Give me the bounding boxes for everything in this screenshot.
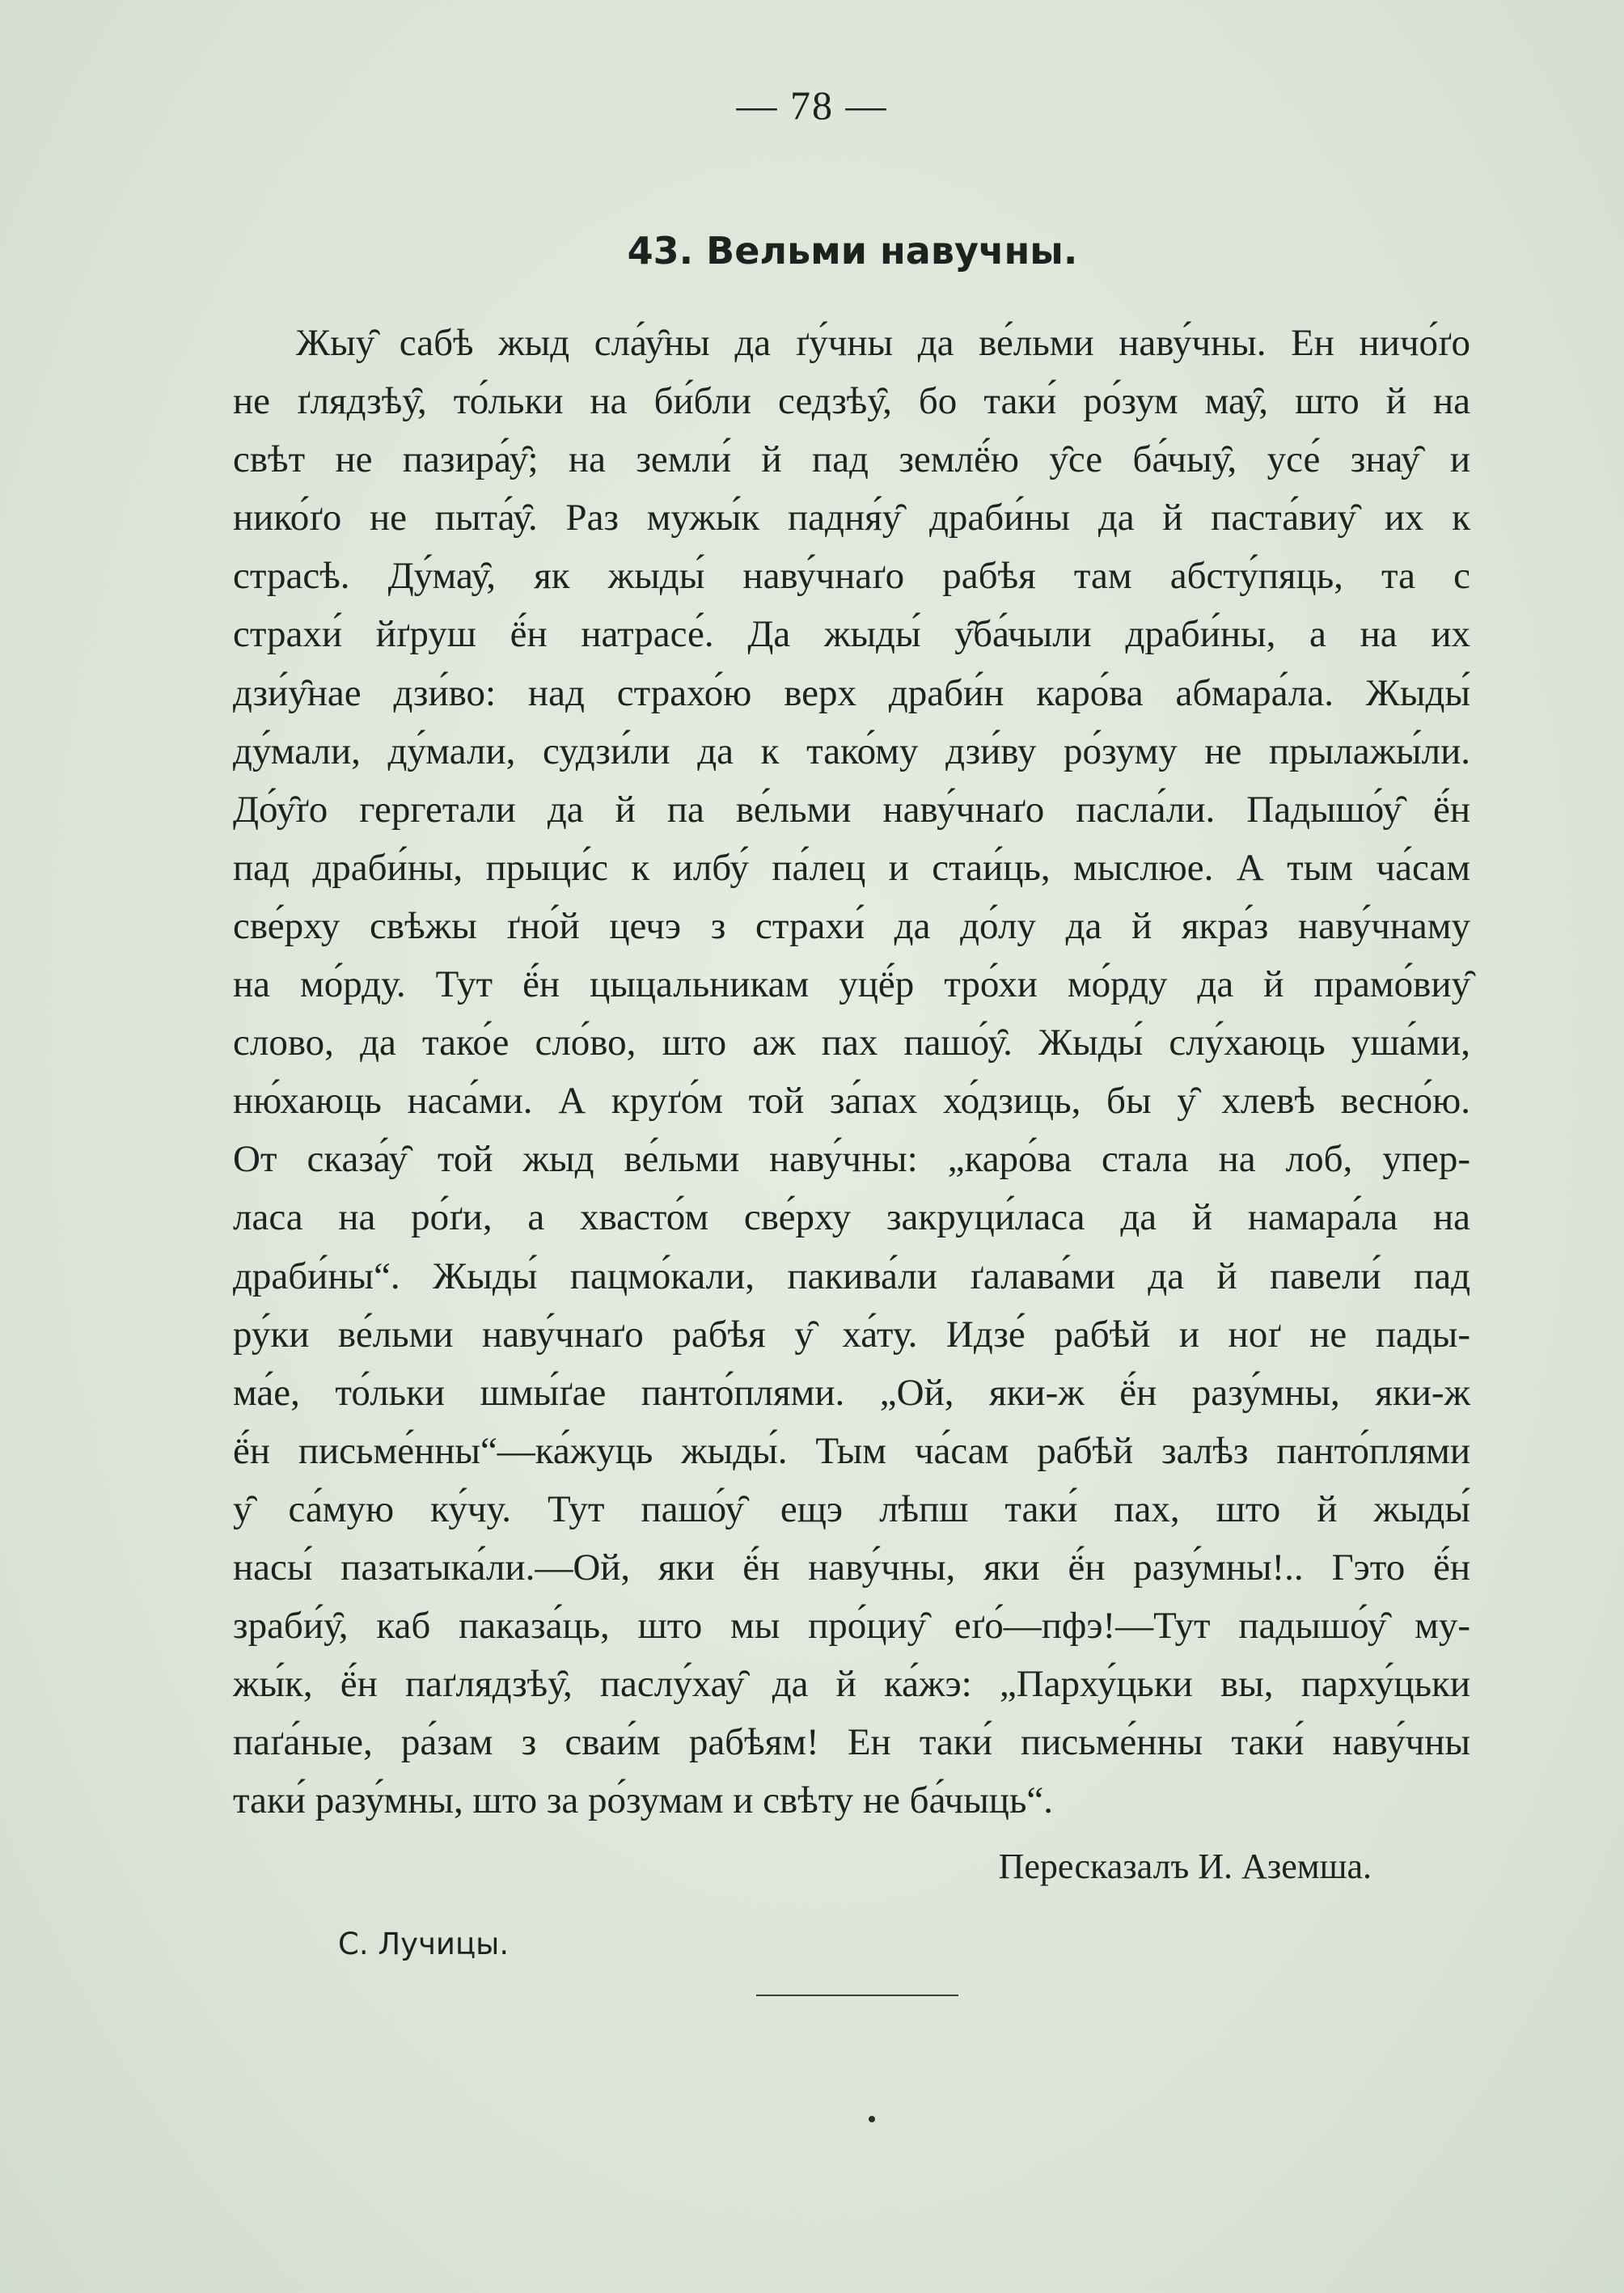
text-line: дзи́у̑нае дзи́во: над страхо́ю верх драби́н каро́ва абмара́ла. Жыды́ — [233, 671, 1470, 714]
text-line: свѣт не пазира́у̑; на земли́ й пад землё́ю у̑се ба́чыу̑, усе́ знау̑ и — [233, 438, 1470, 481]
text-line: све́рху свѣжы ґно́й цечэ з страхи́ да до́лу да й якра́з наву́чнаму — [233, 904, 1470, 947]
text-line: ма́е, то́льки шмы́ґае панто́плями. „Ой, яки-ж ё́н разу́мны, яки-ж — [233, 1371, 1470, 1414]
text-line: зраби́у̑, каб паказа́ць, што мы про́циу̑ еґо́—пфэ!—Тут падышо́у̑ му- — [233, 1605, 1470, 1648]
ink-dot — [869, 2116, 875, 2122]
text-line: пад драби́ны, прыци́с к илбу́ па́лец и стаи́ць, мыслюе. А тым ча́сам — [233, 846, 1470, 889]
text-line: страхи́ йґруш ё́н натрасе́. Да жыды́ у̑ба́чыли драби́ны, а на их — [233, 613, 1470, 656]
text-line: Жыу̑ сабѣ жыд сла́у̑ны да ґу́чны да ве́льми наву́чны. Ен ничо́ґо — [296, 322, 1470, 364]
place-name: С. Лучицы. — [338, 1927, 510, 1961]
text-line: насы́ пазатыка́ли.—Ой, яки ё́н наву́чны, яки ё́н разу́мны!.. Гэто ё́н — [233, 1546, 1470, 1589]
text-line: драби́ны“. Жыды́ пацмо́кали, пакива́ли ґалава́ми да й павели́ пад — [233, 1254, 1470, 1297]
text-line: жы́к, ё́н паґлядзѣу̑, паслу́хау̑ да й ка́жэ: „Парху́цьки вы, парху́цьки — [233, 1663, 1470, 1706]
text-line: не ґлядзѣу̑, то́льки на би́бли седзѣу̑, бо таки́ ро́зум мау̑, што й на — [233, 380, 1470, 423]
text-line: у̑ са́мую ку́чу. Тут пашо́у̑ ещэ лѣпш таки́ пах, што й жыды́ — [233, 1487, 1470, 1530]
section-divider — [756, 1995, 958, 1996]
story-title: 43. Вельми навучны. — [627, 229, 1078, 273]
text-line: ню́хаюць наса́ми. А круґо́м той за́пах хо́дзиць, бы у̑ хлевѣ весно́ю. — [233, 1080, 1470, 1123]
text-line: паґа́ные, ра́зам з сваи́м рабѣям! Ен таки́ письме́нны таки́ наву́чны — [233, 1721, 1470, 1764]
text-line: ласа на ро́ґи, а хвасто́м све́рху закруци́ласа да й намара́ла на — [233, 1196, 1470, 1239]
text-line: ду́мали, ду́мали, судзи́ли да к тако́му дзи́ву ро́зуму не прылажы́ли. — [233, 730, 1470, 772]
text-line: ру́ки ве́льми наву́чнаґо рабѣя у̑ ха́ту. Идзе́ рабѣй и ноґ не пады- — [233, 1313, 1470, 1356]
text-line: нико́ґо не пыта́у̑. Раз мужы́к падня́у̑ драби́ны да й паста́виу̑ их к — [233, 497, 1470, 539]
text-line: страсѣ. Ду́мау̑, як жыды́ наву́чнаґо рабѣя там абсту́пяць, та с — [233, 555, 1470, 598]
text-line: на мо́рду. Тут ё́н цыцальникам уцё́р тро́хи мо́рду да й прамо́виу̑ — [233, 963, 1470, 1006]
text-line: До́у̑ґо гергетали да й па ве́льми наву́чнаґо пасла́ли. Падышо́у̑ ё́н — [233, 788, 1470, 831]
author-signature: Пересказалъ И. Аземша. — [998, 1847, 1372, 1886]
page-number: — 78 — — [736, 82, 888, 128]
text-line: ё́н письме́нны“—ка́жуць жыды́. Тым ча́сам рабѣй залѣз панто́плями — [233, 1429, 1470, 1472]
text-line: таки́ разу́мны, што за ро́зумам и свѣту не ба́чыць“. — [233, 1779, 1053, 1822]
text-line: слово, да тако́е сло́во, што аж пах пашо́у̑. Жыды́ слу́хаюць уша́ми, — [233, 1022, 1470, 1064]
story-body — [233, 314, 1470, 1830]
text-line: От сказа́у̑ той жыд ве́льми наву́чны: „каро́ва стала на лоб, упер- — [233, 1138, 1470, 1181]
